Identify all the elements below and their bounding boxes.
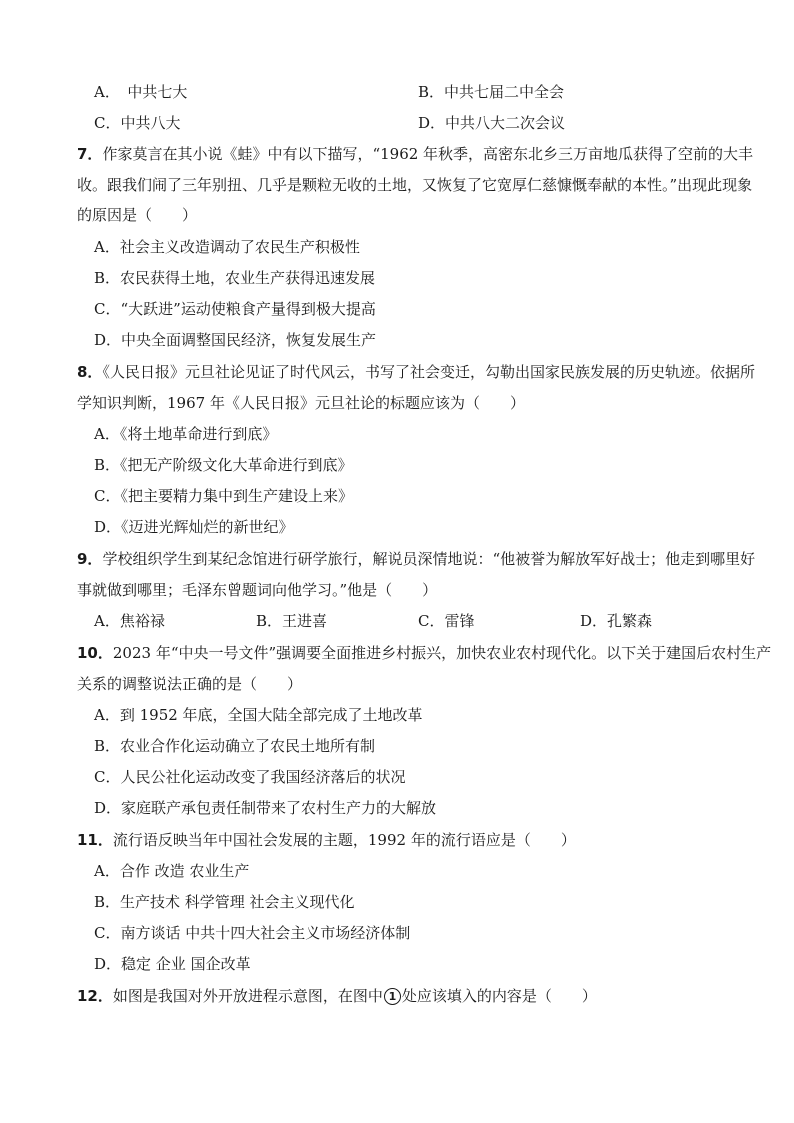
q10-stem-line1: [77, 643, 777, 663]
q11-stem-line1: [77, 830, 777, 850]
q10-text-1: 2023 年“中央一号文件”强调要全面推进乡村振兴，加快农业农村现代化。以下关于建国后农村生产: [112, 644, 772, 662]
q10-option-a: A．到 1952 年底，全国大陆全部完成了土地改革: [94, 706, 423, 724]
q9-stem-line1: [77, 549, 777, 569]
q6-option-a: A． 中共七大: [94, 83, 188, 101]
q6-option-c: C．中共八大: [94, 114, 181, 132]
q12-text-pre: 如图是我国对外开放进程示意图，在图中: [112, 987, 383, 1005]
q10-option-b: B．农业合作化运动确立了农民土地所有制: [94, 737, 376, 755]
q7-option-b: B．农民获得土地，农业生产获得迅速发展: [94, 269, 376, 287]
q12-stem-line1: [77, 986, 777, 1006]
q11-option-d: D．稳定 企业 国企改革: [94, 955, 251, 973]
q7-text-1: 作家莫言在其小说《蛙》中有以下描写，“1962 年秋季，高密东北乡三万亩地瓜获得了空前的大丰: [102, 145, 754, 163]
q7-option-c: C．“大跃进”运动使粮食产量得到极大提高: [94, 300, 376, 318]
circled-number-marker: 1: [384, 988, 401, 1005]
q9-text-1: 学校组织学生到某纪念馆进行研学旅行，解说员深情地说：“他被誉为解放军好战士；他走到哪里好: [102, 550, 756, 568]
q9-option-b: B．王进喜: [256, 612, 328, 630]
q11-option-c: C．南方谈话 中共十四大社会主义市场经济体制: [94, 924, 411, 942]
q12-text-post: 处应该填入的内容是（ ）: [401, 987, 597, 1005]
q6-option-b: B．中共七届二中全会: [418, 83, 565, 101]
q9-option-d: D．孔繁森: [580, 612, 653, 630]
q10-number: 10．: [77, 644, 113, 662]
q9-stem-line2: 事就做到哪里；毛泽东曾题词向他学习。”他是（ ）: [77, 581, 438, 599]
q8-stem-line1: [77, 362, 777, 382]
q11-text-1: 流行语反映当年中国社会发展的主题，1992 年的流行语应是（ ）: [112, 831, 576, 849]
q7-number: 7．: [77, 145, 103, 163]
q7-option-a: A．社会主义改造调动了农民生产积极性: [94, 238, 360, 256]
q8-option-a: A．《将土地革命进行到底》: [94, 425, 278, 443]
q10-option-c: C．人民公社化运动改变了我国经济落后的状况: [94, 768, 406, 786]
q9-option-a: A．焦裕禄: [94, 612, 165, 630]
q10-option-d: D．家庭联产承包责任制带来了农村生产力的大解放: [94, 799, 437, 817]
q11-option-b: B．生产技术 科学管理 社会主义现代化: [94, 893, 355, 911]
q9-option-c: C．雷锋: [418, 612, 475, 630]
q7-stem-line2: 收。跟我们闹了三年别扭、几乎是颗粒无收的土地，又恢复了它宽厚仁慈慷慨奉献的本性。”出现此现象: [77, 176, 753, 194]
q8-number: 8．: [77, 363, 103, 381]
q12-number: 12．: [77, 987, 113, 1005]
q10-stem-line2: 关系的调整说法正确的是（ ）: [77, 675, 303, 693]
q8-option-d: D．《迈进光辉灿烂的新世纪》: [94, 518, 294, 536]
q9-number: 9．: [77, 550, 103, 568]
q8-stem-line2: 学知识判断，1967 年《人民日报》元旦社论的标题应该为（ ）: [77, 394, 525, 412]
q7-option-d: D．中央全面调整国民经济，恢复发展生产: [94, 331, 377, 349]
q7-stem-line3: 的原因是（ ）: [77, 206, 198, 224]
q8-option-b: B．《把无产阶级文化大革命进行到底》: [94, 456, 353, 474]
q11-number: 11．: [77, 831, 113, 849]
q11-option-a: A．合作 改造 农业生产: [94, 862, 250, 880]
q7-stem-line1: [77, 144, 777, 164]
q6-option-d: D．中共八大二次会议: [418, 114, 566, 132]
q8-option-c: C．《把主要精力集中到生产建设上来》: [94, 487, 353, 505]
q8-text-1: 《人民日报》元旦社论见证了时代风云，书写了社会变迁，勾勒出国家民族发展的历史轨迹。依据所: [102, 363, 755, 381]
